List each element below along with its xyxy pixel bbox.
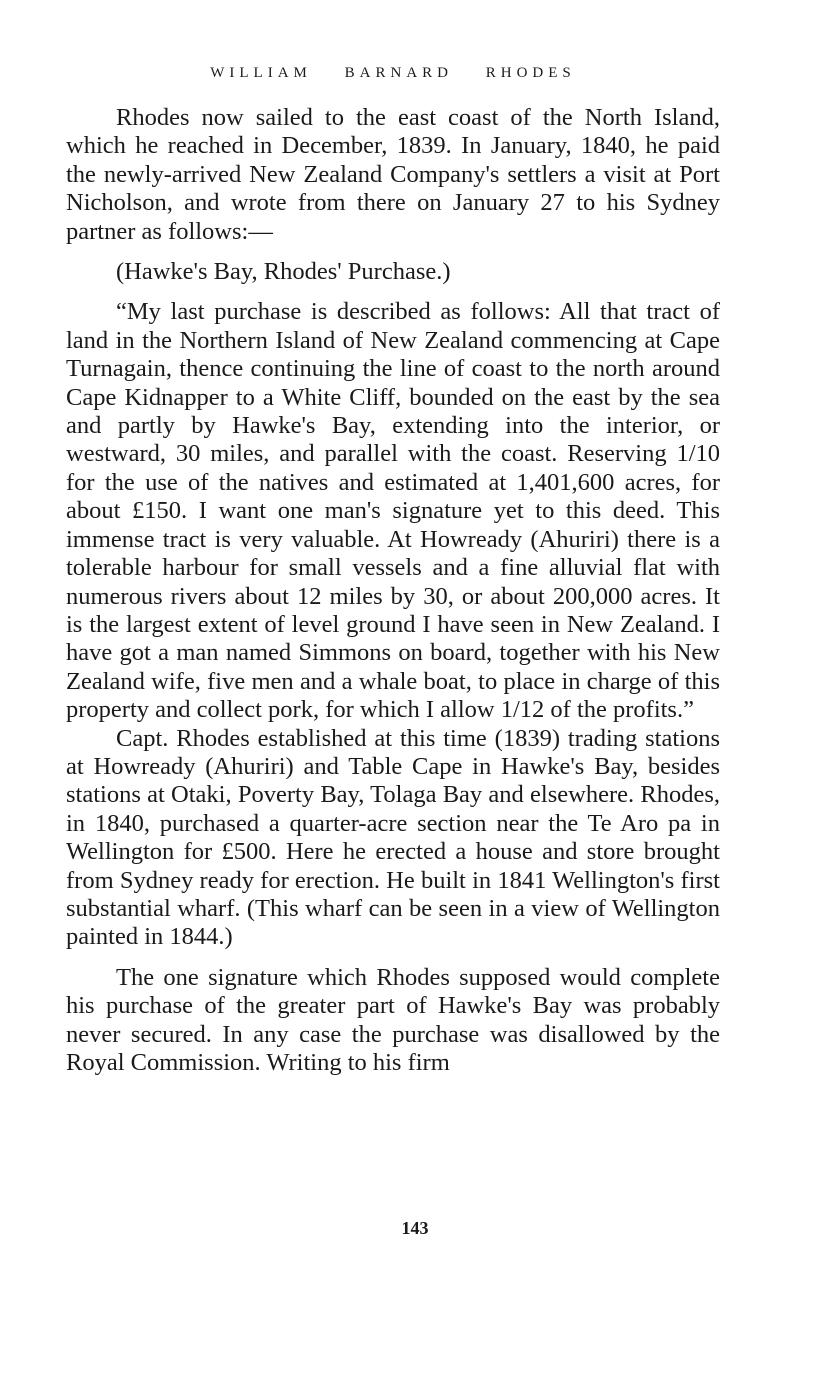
running-head-word: BARNARD [344,65,453,81]
running-head [66,58,720,88]
page-number: 143 [401,1218,429,1238]
quoted-letter-paragraph: “My last purchase is described as follows: All that tract of land in the Northern Island of New Zealand commencing at Cape Turnagain, thence continuing the line of coast to the north around Cape Kidnapper to a White Cliff, bounded on the east by the sea and partly by Hawke's Bay, extending into the interior, or westward, 30 miles, and parallel with the coast. Reserving 1/10 for the use of the natives and estimated at 1,401,600 acres, for about £150. I want one man's signature yet to this deed. This immense tract is very valuable. At Howready (Ahuriri) there is a tolerable harbour for small vessels and a fine alluvial flat with numerous rivers about 12 miles by 30, or about 200,000 acres. It is the largest extent of level ground I have seen in New Zealand. I have got a man named Simmons on board, together with his New Zealand wife, five men and a whale boat, to place in charge of this property and collect pork, for which I allow 1/12 of the profits.” [66,298,720,724]
running-head-word: RHODES [485,65,576,81]
body-paragraph: Rhodes now sailed to the east coast of the North Island, which he reached in December, 1839. In January, 1840, he paid the newly-arrived New Zealand Company's settlers a visit at Port Nicholson, and wrote from there on January 27 to his Sydney partner as follows:— [66,104,720,245]
book-page [66,58,720,1077]
quoted-deed-heading: (Hawke's Bay, Rhodes' Purchase.) [116,258,451,286]
running-head-word: WILLIAM [210,65,312,81]
body-paragraph: Capt. Rhodes established at this time (1839) trading stations at Howready (Ahuriri) and Table Cape in Hawke's Bay, besides stations at Otaki, Poverty Bay, Tolaga Bay and elsewhere. Rhodes, in 1840, purchased a quarter-acre section near the Te Aro pa in Wellington for £500. Here he erected a house and store brought from Sydney ready for erection. He built in 1841 Wellington's first substantial wharf. (This wharf can be seen in a view of Wellington painted in 1844.) [66,724,720,951]
body-paragraph: The one signature which Rhodes supposed would complete his purchase of the greater part of Hawke's Bay was probably never secured. In any case the purchase was disallowed by the Royal Commission. Writing to his firm [66,963,720,1076]
